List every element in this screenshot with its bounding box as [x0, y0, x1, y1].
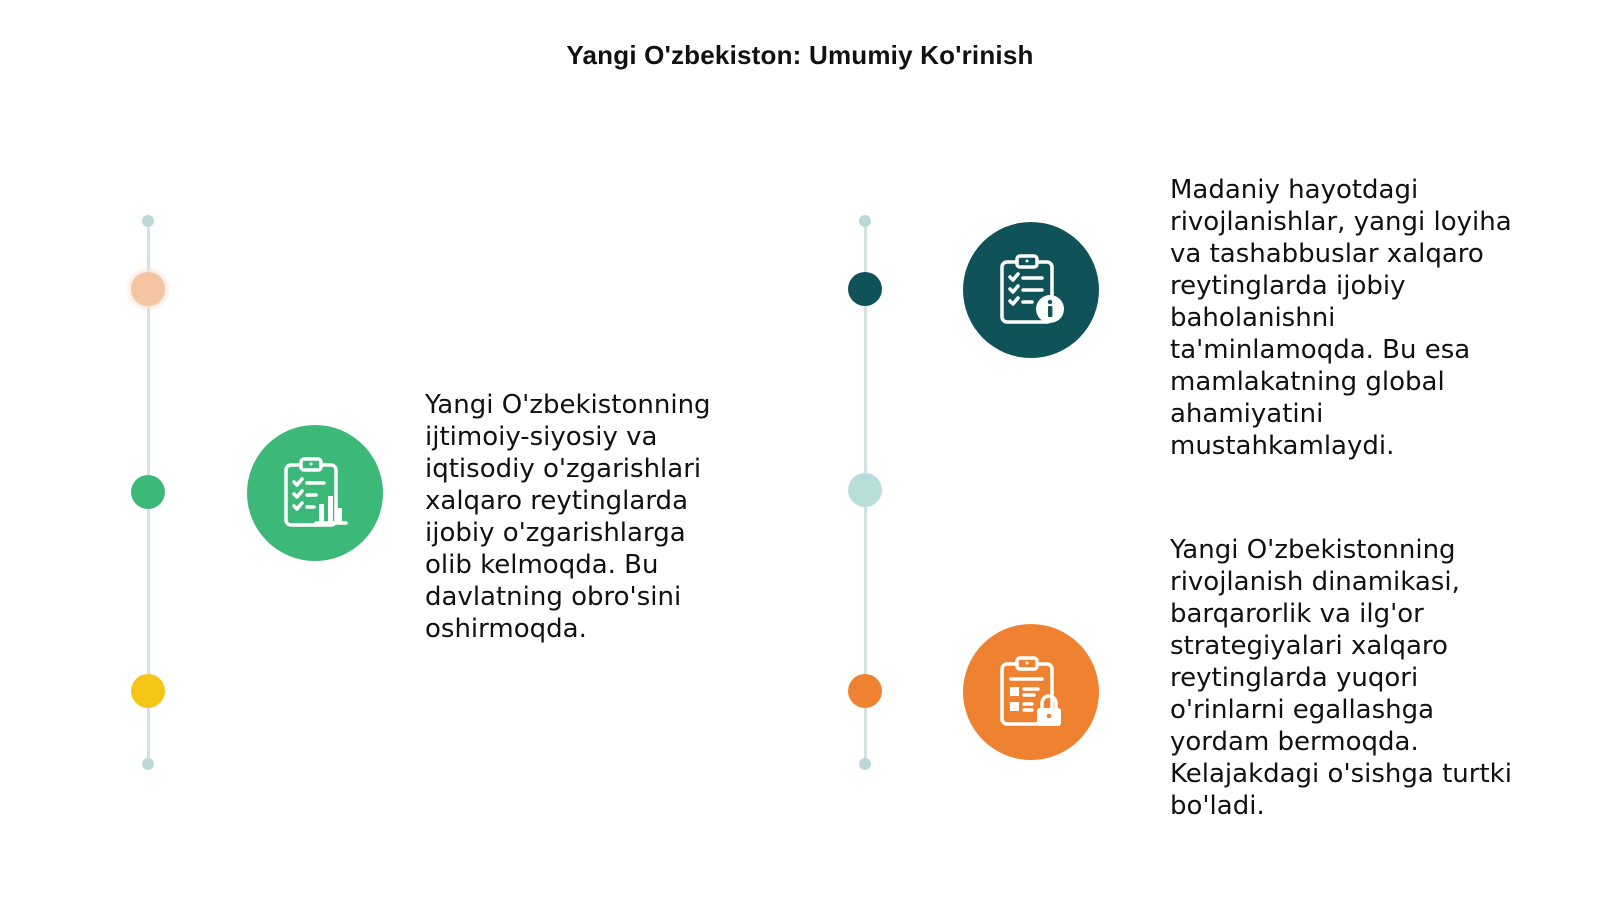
item-2-line: mustahkamlaydi.	[1170, 431, 1395, 461]
page-title: Yangi O'zbekiston: Umumiy Ko'rinish	[566, 40, 1034, 70]
left-timeline-start-dot	[142, 215, 154, 227]
item-3-line: Yangi O'zbekistonning	[1170, 535, 1456, 565]
item-1-line: ijtimoiy-siyosiy va	[425, 422, 658, 452]
item-1-line: xalqaro reytinglarda	[425, 486, 688, 516]
middle-node-light-teal	[848, 473, 882, 507]
item-3-icon-circle	[963, 624, 1099, 760]
item-1-text	[425, 389, 711, 645]
item-1-icon-circle	[247, 425, 383, 561]
item-1-line: iqtisodiy o'zgarishlari	[425, 454, 702, 484]
middle-timeline-end-dot	[859, 758, 871, 770]
left-node-green	[131, 475, 165, 509]
left-timeline-end-dot	[142, 758, 154, 770]
item-2-line: va tashabbuslar xalqaro	[1170, 239, 1484, 269]
middle-timeline-start-dot	[859, 215, 871, 227]
item-1-line: olib kelmoqda. Bu	[425, 550, 659, 580]
middle-node-orange	[848, 674, 882, 708]
item-3-line: Kelajakdagi o'sishga turtki	[1170, 759, 1512, 789]
item-3-line: o'rinlarni egallashga	[1170, 695, 1435, 725]
item-1-line: Yangi O'zbekistonning	[425, 390, 711, 420]
item-3-line: reytinglarda yuqori	[1170, 663, 1419, 693]
item-2-line: ahamiyatini	[1170, 399, 1324, 429]
item-2-line: rivojlanishlar, yangi loyiha	[1170, 207, 1512, 237]
item-2-line: Madaniy hayotdagi	[1170, 175, 1419, 205]
item-3-line: barqarorlik va ilg'or	[1170, 599, 1424, 629]
left-node-peach	[131, 272, 165, 306]
item-2-line: reytinglarda ijobiy	[1170, 271, 1406, 301]
item-3-line: bo'ladi.	[1170, 791, 1265, 821]
item-2-line: mamlakatning global	[1170, 367, 1445, 397]
item-3-line: rivojlanish dinamikasi,	[1170, 567, 1460, 597]
item-2-text	[1170, 174, 1512, 462]
item-1-line: ijobiy o'zgarishlarga	[425, 518, 686, 548]
middle-node-dark-teal	[848, 272, 882, 306]
item-2-icon-circle	[963, 222, 1099, 358]
clipboard-lock-icon	[996, 655, 1066, 729]
item-2-line: ta'minlamoqda. Bu esa	[1170, 335, 1471, 365]
item-3-line: yordam bermoqda.	[1170, 727, 1419, 757]
item-3-line: strategiyalari xalqaro	[1170, 631, 1448, 661]
clipboard-chart-icon	[280, 456, 350, 530]
item-1-line: davlatning obro'sini	[425, 582, 682, 612]
item-3-text	[1170, 534, 1512, 822]
item-1-line: oshirmoqda.	[425, 614, 587, 644]
clipboard-info-icon	[996, 253, 1066, 327]
left-node-yellow	[131, 674, 165, 708]
item-2-line: baholanishni	[1170, 303, 1336, 333]
